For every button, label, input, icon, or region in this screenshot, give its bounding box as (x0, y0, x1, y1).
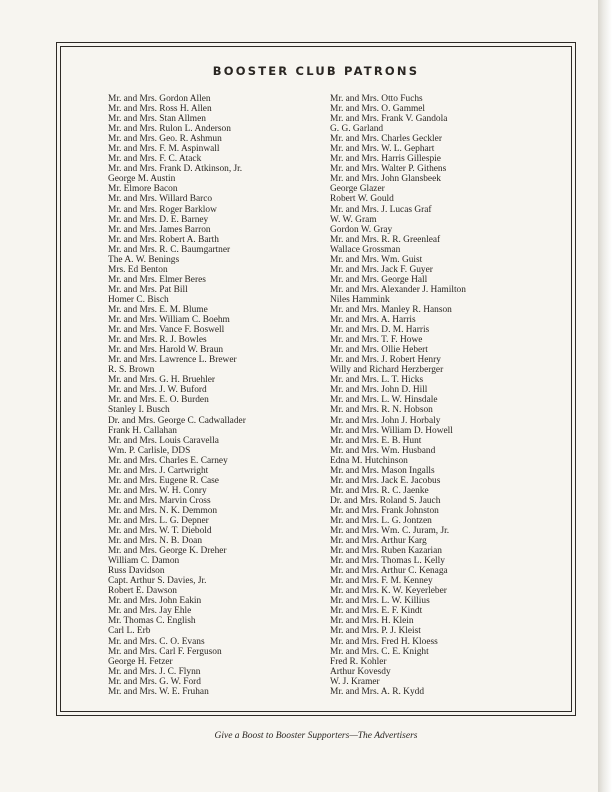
patron-entry: Mr. and Mrs. John J. Horbaly (330, 415, 441, 426)
patron-entry: Mr. and Mrs. Jack F. Guyer (330, 264, 433, 275)
patron-entry: Fred R. Kohler (330, 656, 387, 667)
patron-entry: Mr. and Mrs. P. J. Kleist (330, 626, 421, 637)
patron-entry: Mr. and Mrs. Wm. Husband (330, 445, 436, 456)
patron-entry: Mr. and Mrs. R. J. Bowles (108, 335, 207, 346)
patrons-list-left (108, 94, 328, 697)
patron-entry: Carl L. Erb (108, 626, 151, 637)
patron-entry: Mr. and Mrs. Charles E. Carney (108, 455, 228, 466)
patron-entry: Mr. and Mrs. Eugene R. Case (108, 475, 219, 486)
patron-entry: Mrs. Ed Benton (108, 264, 168, 275)
patron-entry: Mr. and Mrs. R. N. Hobson (330, 405, 433, 416)
patron-entry: Mr. and Mrs. Stan Allmen (108, 114, 206, 125)
patron-entry: Mr. and Mrs. Vance F. Boswell (108, 325, 225, 336)
patron-entry: Mr. and Mrs. G. W. Ford (108, 676, 201, 687)
patron-entry: Mr. and Mrs. Otto Fuchs (330, 94, 423, 104)
patron-entry: Mr. and Mrs. Wm. Guist (330, 254, 423, 265)
patron-entry: Mr. and Mrs. J. Robert Henry (330, 355, 441, 366)
patron-entry: Mr. and Mrs. C. O. Evans (108, 636, 205, 647)
patron-entry: Mr. and Mrs. Wm. C. Juram, Jr. (330, 526, 450, 537)
patron-entry: Mr. and Mrs. Frank Johnston (330, 505, 439, 516)
patron-entry: Mr. and Mrs. L. T. Hicks (330, 375, 424, 386)
patron-entry: Mr. and Mrs. John Eakin (108, 596, 202, 607)
patron-entry: Mr. and Mrs. F. M. Aspinwall (108, 144, 220, 155)
patron-entry: Mr. and Mrs. R. R. Greenleaf (330, 234, 441, 245)
patron-entry: Mr. and Mrs. William D. Howell (330, 425, 453, 436)
patron-entry: Mr. and Mrs. William C. Boehm (108, 315, 230, 326)
patron-entry: Dr. and Mrs. George C. Cadwallader (108, 415, 246, 426)
patron-entry: Mr. and Mrs. Jay Ehle (108, 606, 192, 617)
patron-entry: Mr. and Mrs. Willard Barco (108, 194, 213, 205)
patron-entry: Dr. and Mrs. Roland S. Jauch (330, 495, 441, 506)
patron-entry: Robert E. Dawson (108, 586, 177, 597)
patron-entry: Mr. Elmore Bacon (108, 184, 178, 195)
patron-entry: Mr. and Mrs. Jack E. Jacobus (330, 475, 441, 486)
patron-entry: Mr. and Mrs. K. W. Keyerleber (330, 586, 447, 597)
patron-entry: Mr. and Mrs. E. F. Kindt (330, 606, 423, 617)
patrons-list-right (330, 94, 570, 697)
patron-entry: Mr. and Mrs. G. H. Bruehler (108, 375, 216, 386)
patron-entry: Mr. and Mrs. N. B. Doan (108, 536, 203, 547)
patron-entry: Mr. and Mrs. Walter P. Githens (330, 164, 447, 175)
patron-entry: The A. W. Benings (108, 254, 180, 265)
patron-entry: Mr. and Mrs. E. O. Burden (108, 395, 209, 406)
patron-entry: Mr. and Mrs. Pat Bill (108, 284, 188, 295)
patron-entry: Mr. and Mrs. Harris Gillespie (330, 154, 441, 165)
patron-entry: Mr. and Mrs. W. T. Diebold (108, 526, 212, 537)
patron-entry: Mr. and Mrs. L. G. Depner (108, 515, 209, 526)
patron-entry: Stanley I. Busch (108, 405, 170, 416)
patron-entry: Wallace Grossman (330, 244, 401, 255)
patron-entry: Mr. and Mrs. J. W. Buford (108, 385, 207, 396)
patron-entry: Mr. and Mrs. Gordon Allen (108, 94, 211, 104)
patron-entry: Mr. and Mrs. C. E. Knight (330, 646, 429, 657)
patron-entry: Mr. and Mrs. Ruben Kazarian (330, 546, 442, 557)
patron-entry: Mr. and Mrs. Mason Ingalls (330, 465, 435, 476)
patron-entry: Arthur Kovesdy (330, 666, 391, 677)
patron-entry: W. W. Gram (330, 214, 377, 225)
patron-entry: Mr. and Mrs. W. E. Fruhan (108, 686, 209, 697)
patron-entry: G. G. Garland (330, 124, 384, 135)
patron-entry: Mr. and Mrs. D. M. Harris (330, 325, 430, 336)
patron-entry: Mr. and Mrs. R. C. Jaenke (330, 485, 429, 496)
patron-entry: Mr. Thomas C. English (108, 616, 196, 627)
patron-entry: Gordon W. Gray (330, 224, 393, 235)
patron-entry: Mr. and Mrs. Thomas L. Kelly (330, 556, 445, 567)
patron-entry: George Glazer (330, 184, 385, 195)
patron-entry: Niles Hammink (330, 294, 390, 305)
patron-entry: W. J. Kramer (330, 676, 380, 687)
patron-entry: Mr. and Mrs. Robert A. Barth (108, 234, 219, 245)
patron-entry: George H. Fetzer (108, 656, 173, 667)
patron-entry: Mr. and Mrs. Alexander J. Hamilton (330, 284, 466, 295)
patron-entry: Mr. and Mrs. J. Lucas Graf (330, 204, 432, 215)
patron-entry: William C. Damon (108, 556, 180, 567)
patron-entry: Mr. and Mrs. James Barron (108, 224, 211, 235)
patron-entry: Mr. and Mrs. Rulon L. Anderson (108, 124, 231, 135)
patron-entry: Mr. and Mrs. Arthur Karg (330, 536, 427, 547)
patron-entry: Mr. and Mrs. Arthur C. Kenaga (330, 566, 448, 577)
patron-entry: Wm. P. Carlisle, DDS (108, 445, 191, 456)
patron-entry: Mr. and Mrs. L. G. Jontzen (330, 515, 432, 526)
patron-entry: Mr. and Mrs. Lawrence L. Brewer (108, 355, 237, 366)
patron-entry: Mr. and Mrs. Ollie Hebert (330, 345, 428, 356)
patron-entry: George M. Austin (108, 174, 176, 185)
patron-entry: Mr. and Mrs. L. W. Killius (330, 596, 430, 607)
patron-entry: Mr. and Mrs. O. Gammel (330, 104, 426, 115)
patron-entry: Mr. and Mrs. Geo. R. Ashmun (108, 134, 222, 145)
footer-slogan: Give a Boost to Booster Supporters—The Advertisers (214, 731, 418, 741)
patron-entry: Mr. and Mrs. J. Cartwright (108, 465, 209, 476)
patron-entry: Mr. and Mrs. N. K. Demmon (108, 505, 218, 516)
patron-entry: Mr. and Mrs. A. R. Kydd (330, 686, 425, 697)
patron-entry: Mr. and Mrs. D. E. Barney (108, 214, 209, 225)
patron-entry: R. S. Brown (108, 365, 155, 376)
patron-entry: Mr. and Mrs. Manley R. Hanson (330, 304, 452, 315)
patron-entry: Mr. and Mrs. L. W. Hinsdale (330, 395, 438, 406)
patron-entry: Mr. and Mrs. Marvin Cross (108, 495, 211, 506)
page-title: BOOSTER CLUB PATRONS (212, 64, 420, 78)
patron-entry: Mr. and Mrs. A. Harris (330, 315, 416, 326)
patron-entry: Mr. and Mrs. F. M. Kenney (330, 576, 433, 587)
patron-entry: Mr. and Mrs. Roger Barklow (108, 204, 217, 215)
patron-entry: Mr. and Mrs. W. H. Conry (108, 485, 207, 496)
patron-entry: Mr. and Mrs. Elmer Beres (108, 274, 206, 285)
patron-entry: Mr. and Mrs. F. C. Atack (108, 154, 202, 165)
patron-entry: Edna M. Hutchinson (330, 455, 408, 466)
patron-entry: Russ Davidson (108, 566, 165, 577)
patron-entry: Mr. and Mrs. E. M. Blume (108, 304, 208, 315)
patron-entry: Robert W. Gould (330, 194, 394, 205)
patron-entry: Mr. and Mrs. George Hall (330, 274, 428, 285)
patron-entry: Mr. and Mrs. Harold W. Braun (108, 345, 224, 356)
patron-entry: Mr. and Mrs. T. F. Howe (330, 335, 423, 346)
patron-entry: Mr. and Mrs. Carl F. Ferguson (108, 646, 222, 657)
patron-entry: Mr. and Mrs. John Glansbeek (330, 174, 441, 185)
patron-entry: Homer C. Bisch (108, 294, 169, 305)
page-edge (598, 0, 612, 792)
patron-entry: Mr. and Mrs. W. L. Gephart (330, 144, 435, 155)
patron-entry: Mr. and Mrs. Ross H. Allen (108, 104, 212, 115)
patron-entry: Mr. and Mrs. John D. Hill (330, 385, 428, 396)
patron-entry: Mr. and Mrs. Louis Caravella (108, 435, 219, 446)
patron-entry: Mr. and Mrs. Frank D. Atkinson, Jr. (108, 164, 243, 175)
patron-entry: Capt. Arthur S. Davies, Jr. (108, 576, 207, 587)
patron-entry: Mr. and Mrs. H. Klein (330, 616, 414, 627)
patron-entry: Mr. and Mrs. Fred H. Kloess (330, 636, 438, 647)
patron-entry: Frank H. Callahan (108, 425, 177, 436)
patron-entry: Mr. and Mrs. Frank V. Gandola (330, 114, 448, 125)
patron-entry: Mr. and Mrs. E. B. Hunt (330, 435, 422, 446)
patron-entry: Mr. and Mrs. R. C. Baumgartner (108, 244, 231, 255)
patron-entry: Willy and Richard Herzberger (330, 365, 444, 376)
patron-entry: Mr. and Mrs. Charles Geckler (330, 134, 442, 145)
patron-entry: Mr. and Mrs. J. C. Flynn (108, 666, 201, 677)
patron-entry: Mr. and Mrs. George K. Dreher (108, 546, 227, 557)
